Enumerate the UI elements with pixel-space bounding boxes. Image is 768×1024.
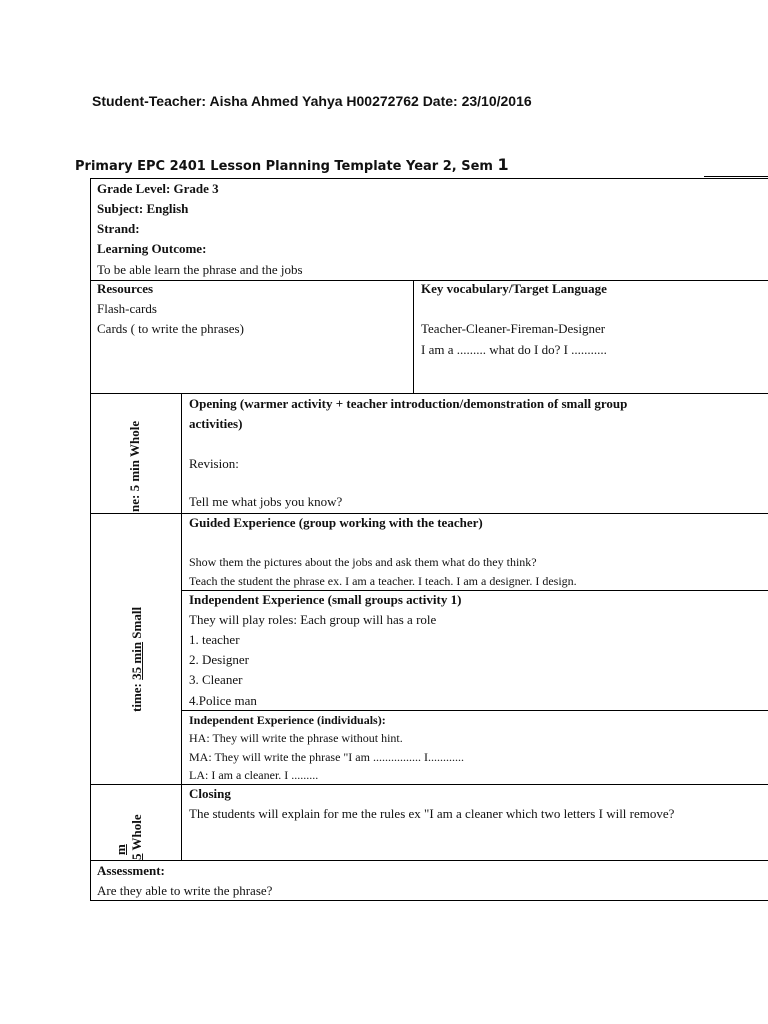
closing-text: The students will explain for me the rules ex "I am a cleaner which two letters I will remove? [189, 806, 675, 821]
middle-time-prefix: time: [129, 683, 144, 712]
role-item: 2. Designer [189, 652, 249, 667]
closing-time-suffix: Whole [129, 814, 144, 851]
role-item: 4.Police man [189, 693, 257, 708]
ha-task: HA: They will write the phrase without hint. [189, 731, 403, 745]
opening-time-label: ne: 5 min Whole [127, 420, 142, 512]
middle-time-duration: 35 min [129, 641, 144, 680]
vocabulary-words: Teacher-Cleaner-Fireman-Designer [421, 321, 606, 336]
independent-group-intro: They will play roles: Each group will has a role [189, 612, 437, 627]
learning-outcome-text: To be able learn the phrase and the jobs [97, 262, 303, 277]
middle-time-cell [126, 514, 148, 784]
student-teacher-line: Student-Teacher: Aisha Ahmed Yahya H00272762 Date: 23/10/2016 [92, 93, 532, 109]
template-title-text: Primary EPC 2401 Lesson Planning Template Year 2, Sem [75, 159, 493, 174]
resource-item: Flash-cards [97, 301, 157, 316]
closing-time-duration: 5 [129, 853, 144, 860]
role-item: 3. Cleaner [189, 672, 243, 687]
vocabulary-heading: Key vocabulary/Target Language [421, 281, 607, 296]
guided-line: Teach the student the phrase ex. I am a teacher. I teach. I am a designer. I design. [189, 574, 577, 588]
closing-heading: Closing [189, 786, 231, 801]
guided-heading: Guided Experience (group working with the teacher) [189, 515, 483, 530]
opening-revision: Revision: [189, 456, 239, 471]
la-task: LA: I am a cleaner. I ......... [189, 768, 319, 782]
assessment-heading: Assessment: [97, 863, 165, 878]
independent-individual-heading: Independent Experience (individuals): [189, 713, 386, 727]
middle-time-suffix: Small [129, 606, 144, 639]
sem-number: 1 [497, 155, 509, 174]
subject: Subject: English [97, 201, 189, 216]
guided-line: Show them the pictures about the jobs and ask them what do they think? [189, 555, 537, 569]
opening-heading-cont: activities) [189, 416, 243, 431]
closing-time-cell [112, 785, 148, 860]
assessment-question: Are they able to write the phrase? [97, 883, 273, 898]
ma-task: MA: They will write the phrase "I am ................ I............ [189, 750, 464, 764]
table-top-edge [704, 176, 768, 177]
strand: Strand: [97, 221, 140, 236]
resources-heading: Resources [97, 281, 154, 296]
resource-item: Cards ( to write the phrases) [97, 321, 244, 336]
closing-time-unit: m [113, 844, 128, 855]
row-divider-closing [90, 860, 768, 861]
opening-question: Tell me what jobs you know? [189, 494, 343, 509]
opening-time-cell [126, 394, 146, 513]
independent-group-heading: Independent Experience (small groups activity 1) [189, 592, 462, 607]
column-divider-time [181, 393, 182, 860]
learning-outcome-label: Learning Outcome: [97, 241, 207, 256]
target-language: I am a ......... what do I do? I ........... [421, 342, 607, 357]
role-item: 1. teacher [189, 632, 240, 647]
column-divider-resources [413, 280, 414, 393]
opening-heading: Opening (warmer activity + teacher introduction/demonstration of small group [189, 396, 628, 411]
closing-time-label [129, 814, 145, 860]
middle-time-label [129, 607, 145, 712]
grade-level: Grade Level: Grade 3 [97, 181, 219, 196]
template-title [75, 155, 509, 174]
